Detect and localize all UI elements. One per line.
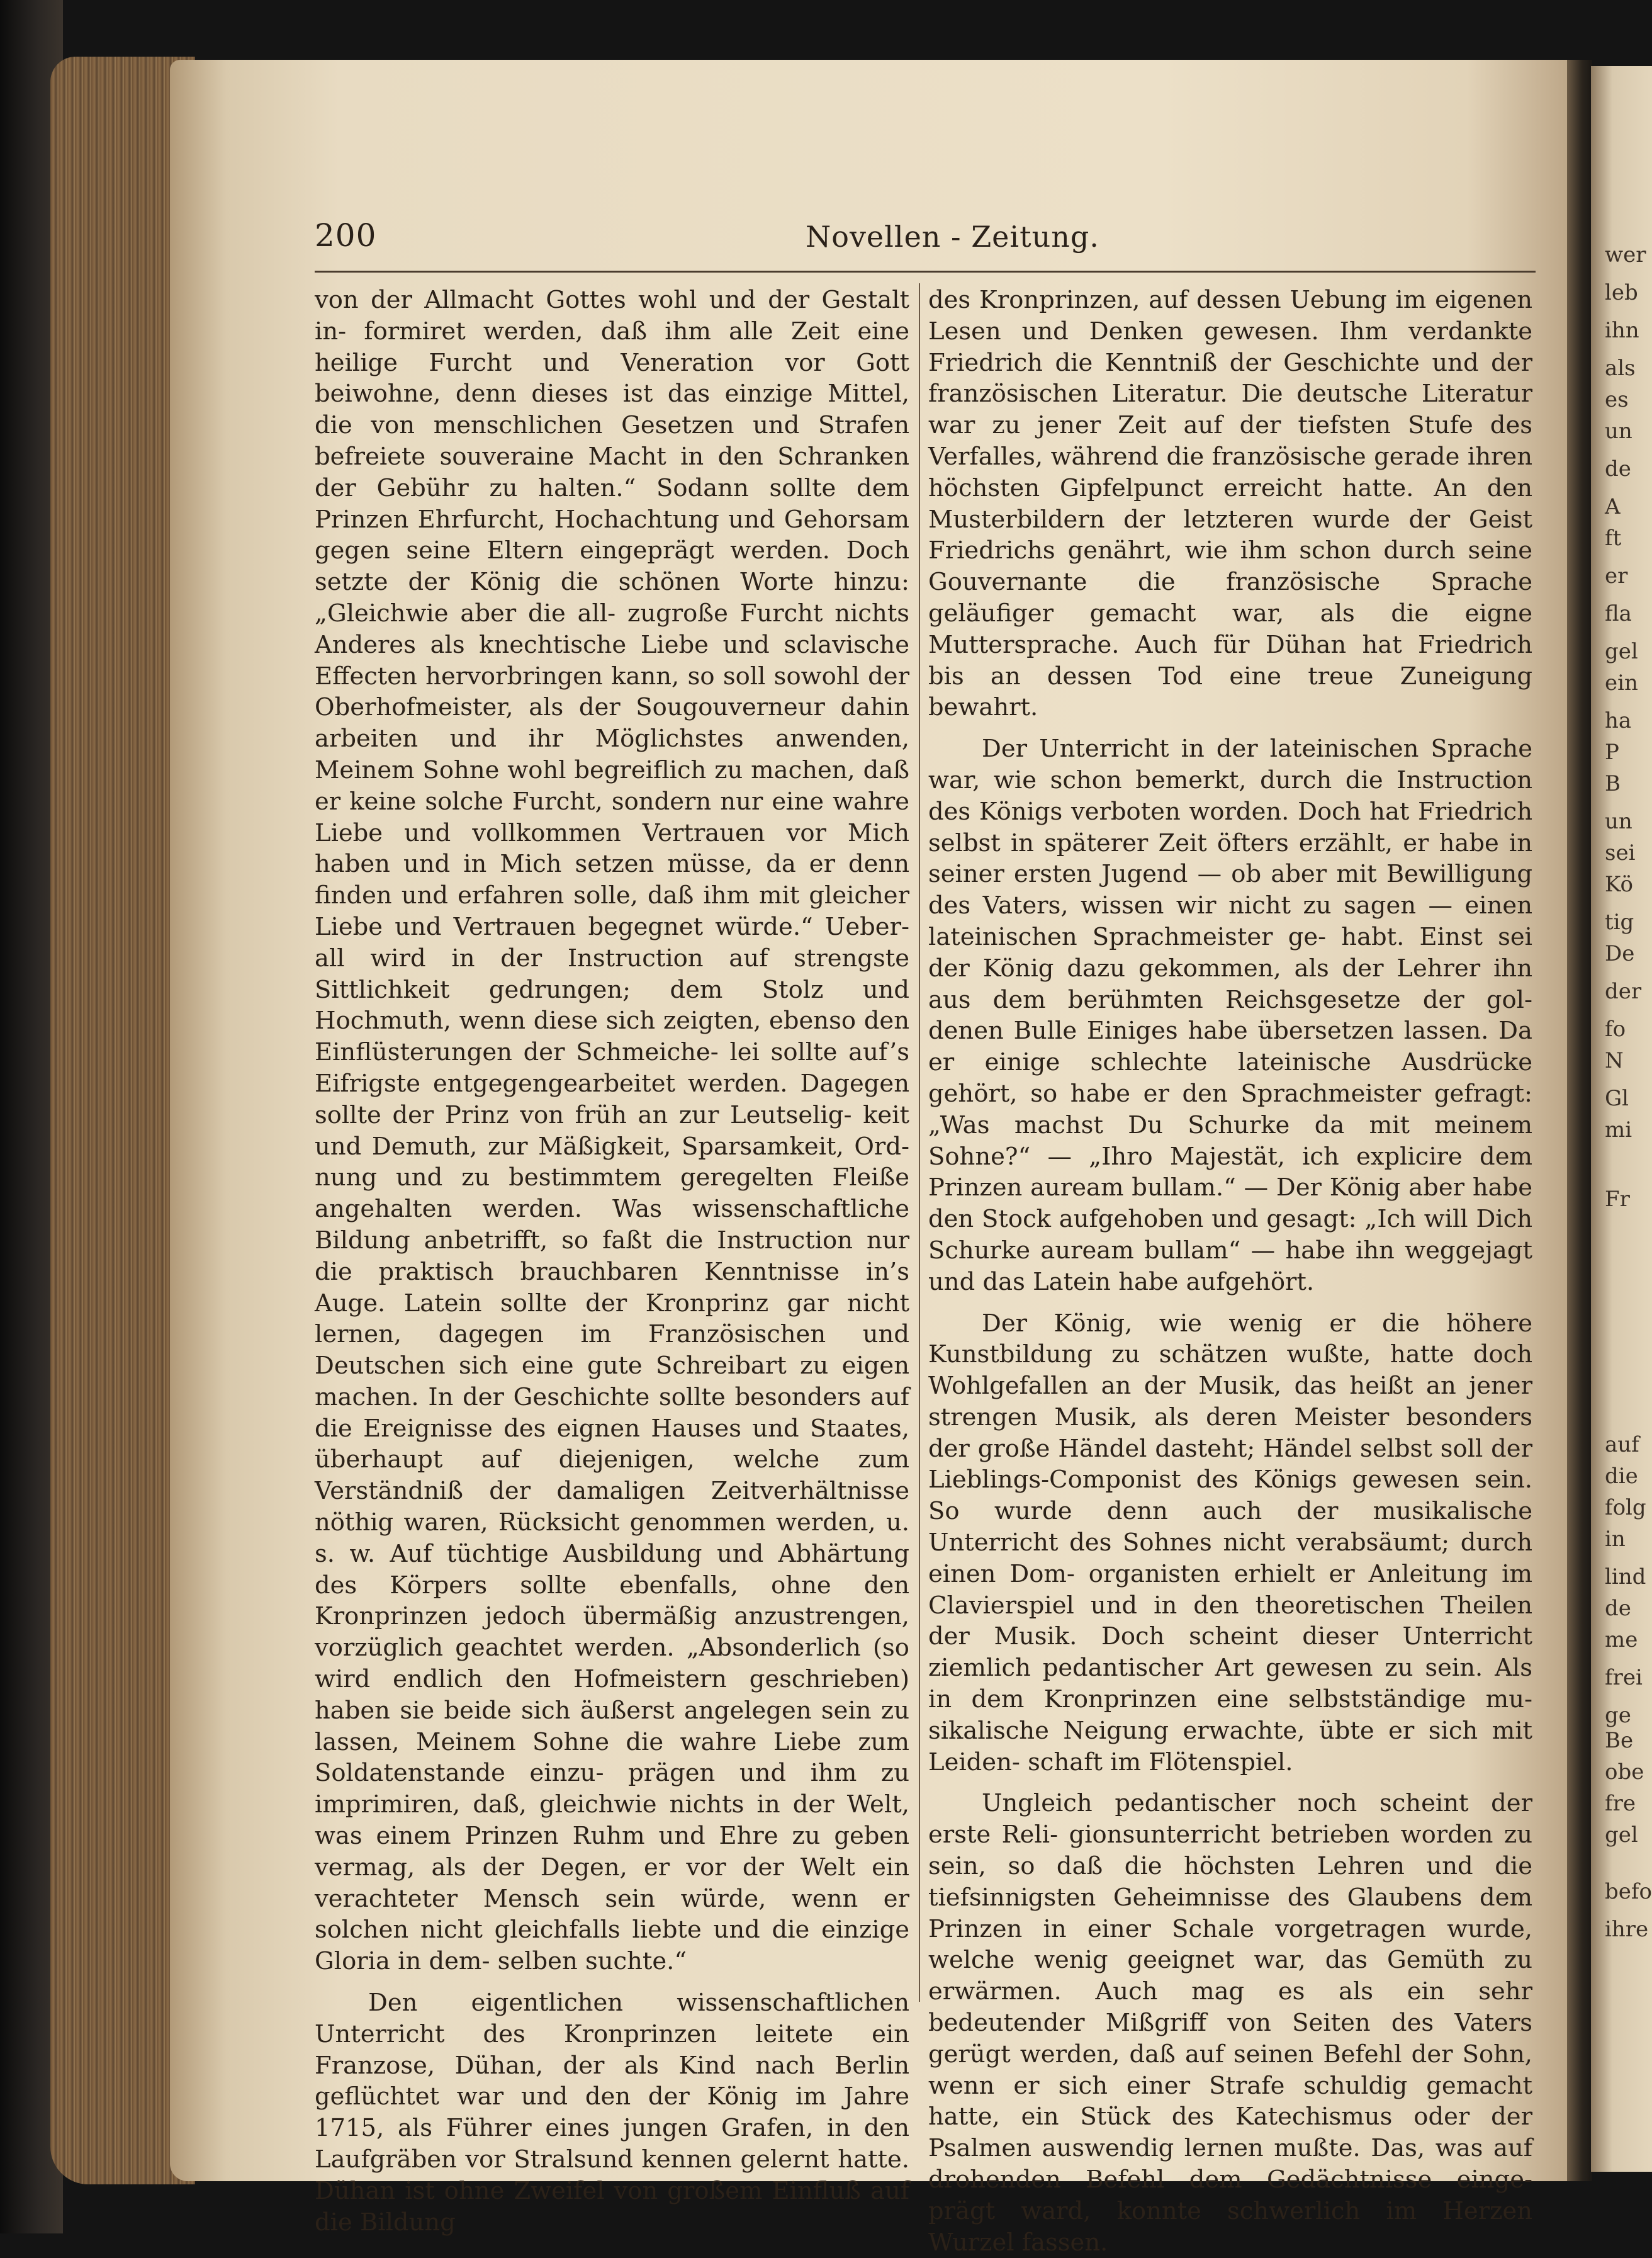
column-divider <box>919 283 920 2002</box>
next-page-text-fragment: un <box>1605 419 1632 444</box>
next-page-text-fragment: obe <box>1605 1759 1644 1785</box>
next-page-text-fragment: er <box>1605 563 1628 589</box>
next-page-text-fragment: Kö <box>1605 872 1633 897</box>
next-page-text-fragment: Be <box>1605 1728 1634 1753</box>
next-page-text-fragment: de <box>1605 1596 1631 1621</box>
next-page-text-fragment: A <box>1605 494 1621 519</box>
paragraph: Den eigentlichen wissenschaftlichen Unterricht des Kronprinzen leitete ein Franzose, Dühan, der als Kind nach Berlin geflüchtet war und den der König im Jahre 1715, als Führer eines jungen Grafen, in den Laufgräben vor Stralsund kennen gelernt hatte. Dühan ist ohne Zweifel von großem Einfluß auf die Bildung <box>315 1989 909 2237</box>
book-gutter <box>1567 60 1592 2181</box>
next-page-text-fragment: N <box>1605 1048 1624 1073</box>
page-number: 200 <box>315 217 377 254</box>
next-page-text-fragment: wer <box>1605 242 1646 268</box>
header-rule <box>315 271 1536 273</box>
next-page-text-fragment: ihn <box>1605 318 1639 343</box>
next-page-text-fragment: ft <box>1605 526 1622 551</box>
next-page-text-fragment: als <box>1605 356 1636 381</box>
left-column <box>315 285 909 2238</box>
next-page-text-fragment: P <box>1605 740 1619 765</box>
next-page-text-fragment: Gl <box>1605 1086 1629 1111</box>
next-page-text-fragment: B <box>1605 771 1621 796</box>
paragraph: von der Allmacht Gottes wohl und der Gestalt in- formiret werden, daß ihm alle Zeit eine heilige Furcht und Veneration vor Gott beiwohne, denn dieses ist das einzige Mittel, die von menschlichen Gesetzen und Strafen befreiete souveraine Macht in den Schranken der Gebühr zu halten.“ Sodann sollte dem Prinzen Ehrfurcht, Hochachtung und Gehorsam gegen seine Eltern eingeprägt werden. Doch setzte der König die schönen Worte hinzu: „Gleichwie aber die all- zugroße Furcht nichts Anderes als knechtische Liebe und sclavische Effecten hervorbringen kann, so soll sowohl der Oberhofmeister, als der Sougouverneur dahin arbeiten und ihr Möglichstes anwenden, Meinem Sohne wohl begreiflich zu machen, daß er keine solche Furcht, sondern nur eine wahre Liebe und vollkommen Vertrauen vor Mich haben und in Mich setzen müsse, da er denn finden und erfahren solle, daß ihm mit gleicher Liebe und Vertrauen begegnet würde.“ Ueber- all wird in der Instruction auf strengste Sittlichkeit gedrungen; dem Stolz und Hochmuth, wenn diese sich zeigten, ebenso den Einflüsterungen der Schmeiche- lei sollte auf’s Eifrigste entgegengearbeitet werden. Dagegen sollte der Prinz von früh an zur Leutselig- keit und Demuth, zur Mäßigkeit, Sparsamkeit, Ord- nung und zu bestimmtem geregelten Fleiße angehalten werden. Was wissenschaftliche Bildung anbetrifft, so faßt die Instruction nur die praktisch brauchbaren Kenntnisse in’s Auge. Latein sollte der Kronprinz gar nicht lernen, dagegen im Französischen und Deutschen sich eine gute Schreibart zu eigen machen. In der Geschichte sollte besonders auf die Ereignisse des eignen Hauses und Staates, überhaupt auf diejenigen, welche zum Verständniß der damaligen Zeitverhältnisse nöthig waren, Rücksicht genommen werden, u. s. w. Auf tüchtige Ausbildung und Abhärtung des Körpers sollte ebenfalls, ohne den Kronprinzen jedoch übermäßig anzustrengen, vorzüglich geachtet werden. „Absonderlich (so wird endlich den Hofmeistern geschrieben) haben sie beide sich äußerst angelegen sein zu lassen, Meinem Sohne die wahre Liebe zum Soldatenstande einzu- prägen und ihm zu imprimiren, daß, gleichwie nichts in der Welt, was einem Prinzen Ruhm und Ehre zu geben vermag, als der Degen, er vor der Welt ein verachteter Mensch sein würde, wenn er solchen nicht gleichfalls liebte und die einzige Gloria in dem- selben suchte.“ <box>315 286 909 1976</box>
right-column <box>928 285 1532 2258</box>
next-page-text-fragment: gel <box>1605 1822 1638 1848</box>
next-page-text-fragment: sei <box>1605 840 1636 866</box>
next-page-text-fragment: ha <box>1605 708 1632 733</box>
next-page-text-fragment: der <box>1605 979 1642 1004</box>
next-page-text-fragment: me <box>1605 1627 1638 1652</box>
next-page-text-fragment: gel <box>1605 639 1638 664</box>
adjacent-page-fragment <box>1591 66 1652 2172</box>
next-page-text-fragment: es <box>1605 387 1629 412</box>
next-page-text-fragment: fo <box>1605 1017 1626 1042</box>
next-page-text-fragment: fla <box>1605 601 1632 626</box>
paragraph: des Kronprinzen, auf dessen Uebung im eigenen Lesen und Denken gewesen. Ihm verdankte Friedrich die Kenntniß der Geschichte und der französischen Literatur. Die deutsche Literatur war zu jener Zeit auf der tiefsten Stufe des Verfalles, während die französische gerade ihren höchsten Gipfelpunct erreicht hatte. An den Musterbildern der letzteren wurde der Geist Friedrichs genährt, wie ihm schon durch seine Gouvernante die französische Sprache geläufiger gemacht war, als die eigne Muttersprache. Auch für Dühan hat Friedrich bis an dessen Tod eine treue Zuneigung bewahrt. <box>928 286 1532 722</box>
next-page-text-fragment: de <box>1605 456 1631 482</box>
next-page-text-fragment: tig <box>1605 910 1634 935</box>
next-page-text-fragment: lind <box>1605 1564 1646 1589</box>
page-header <box>315 217 1548 261</box>
running-title: Novellen - Zeitung. <box>806 220 1099 254</box>
next-page-text-fragment: folg <box>1605 1495 1646 1520</box>
paragraph: Der Unterricht in der lateinischen Sprache war, wie schon bemerkt, durch die Instruction des Königs verboten worden. Doch hat Friedrich selbst in späterer Zeit öfters erzählt, er habe in seiner ersten Jugend — ob aber mit Bewilligung des Vaters, wissen wir nicht zu sagen — einen lateinischen Sprachmeister ge- habt. Einst sei der König dazu gekommen, als der Lehrer ihn aus dem berühmten Reichsgesetze der gol- denen Bulle Einiges habe übersetzen lassen. Da er einige schlechte lateinische Ausdrücke gehört, so habe er den Sprachmeister gefragt: „Was machst Du Schurke da mit meinem Sohne?“ — „Ihro Majestät, ich explicire dem Prinzen auream bullam.“ — Der König aber habe den Stock aufgehoben und gesagt: „Ich will Dich Schurke auream bullam“ — habe ihn weggejagt und das Latein habe aufgehört. <box>928 735 1532 1296</box>
next-page-text-fragment: Fr <box>1605 1187 1630 1212</box>
next-page-text-fragment: in <box>1605 1527 1626 1552</box>
next-page-text-fragment: mi <box>1605 1117 1632 1143</box>
paragraph: Der König, wie wenig er die höhere Kunstbildung zu schätzen wußte, hatte doch Wohlgefallen an der Musik, das heißt an jener strengen Musik, als deren Meister besonders der große Händel dasteht; Händel selbst soll der Lieblings-Componist des Königs gewesen sein. So wurde denn auch der musikalische Unterricht des Sohnes nicht verabsäumt; durch einen Dom- organisten erhielt er Anleitung im Clavierspiel und in den theoretischen Theilen der Musik. Doch scheint dieser Unterricht ziemlich pedantischer Art gewesen zu sein. Als in dem Kronprinzen eine selbstständige mu- sikalische Neigung erwachte, übte er sich mit Leiden- schaft im Flötenspiel. <box>928 1309 1532 1776</box>
next-page-text-fragment: ge <box>1605 1703 1631 1728</box>
next-page-text-fragment: De <box>1605 941 1635 966</box>
next-page-text-fragment: leb <box>1605 280 1638 305</box>
next-page-text-fragment: die <box>1605 1464 1638 1489</box>
paragraph: Ungleich pedantischer noch scheint der erste Reli- gionsunterricht betrieben worden zu sein, so daß die höchsten Lehren und die tiefsinnigsten Geheimnisse des Glaubens dem Prinzen in einer Schale vorgetragen wurde, welche wenig geeignet war, das Gemüth zu erwärmen. Auch mag es als ein sehr bedeutender Mißgriff von Seiten des Vaters gerügt werden, daß auf seinen Befehl der Sohn, wenn er sich einer Strafe schuldig gemacht hatte, ein Stück des Katechismus oder der Psalmen auswendig lernen mußte. Das, was auf drohenden Befehl dem Gedächtnisse einge- prägt ward, konnte schwerlich im Herzen Wurzel fassen. <box>928 1789 1532 2257</box>
next-page-text-fragment: auf <box>1605 1432 1639 1457</box>
next-page-text-fragment: fre <box>1605 1791 1636 1816</box>
next-page-text-fragment: ein <box>1605 670 1638 696</box>
next-page-text-fragment: un <box>1605 809 1632 834</box>
next-page-text-fragment: befo <box>1605 1879 1652 1904</box>
next-page-text-fragment: frei <box>1605 1665 1643 1690</box>
next-page-text-fragment: ihre <box>1605 1917 1649 1942</box>
